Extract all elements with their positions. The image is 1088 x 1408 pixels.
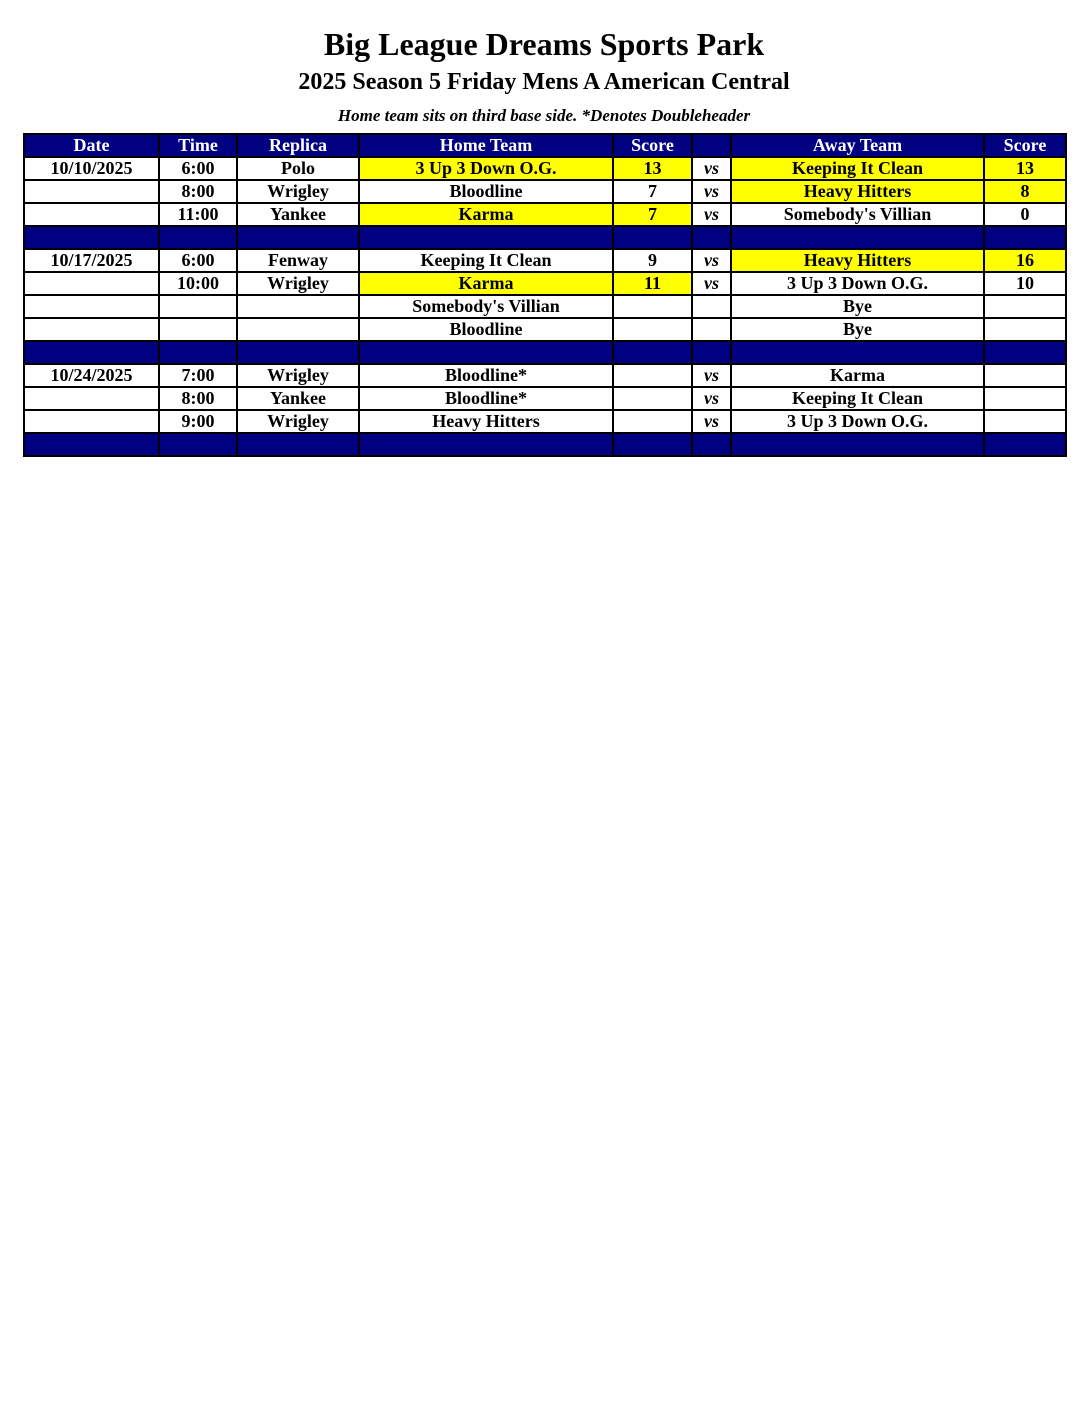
separator-cell bbox=[692, 433, 731, 456]
time-cell: 10:00 bbox=[159, 272, 237, 295]
date-cell bbox=[24, 272, 159, 295]
separator-cell bbox=[359, 341, 613, 364]
date-cell bbox=[24, 180, 159, 203]
game-row bbox=[24, 318, 1066, 341]
away-team-cell: Karma bbox=[731, 364, 984, 387]
vs-cell: vs bbox=[692, 410, 731, 433]
date-cell: 10/24/2025 bbox=[24, 364, 159, 387]
page-subtitle: 2025 Season 5 Friday Mens A American Central bbox=[298, 69, 790, 95]
away-score-cell: 16 bbox=[984, 249, 1066, 272]
vs-cell: vs bbox=[692, 387, 731, 410]
home-score-cell: 11 bbox=[613, 272, 692, 295]
separator-cell bbox=[359, 433, 613, 456]
separator-cell bbox=[984, 433, 1066, 456]
game-row bbox=[24, 364, 1066, 387]
vs-cell bbox=[692, 295, 731, 318]
replica-cell: Wrigley bbox=[237, 180, 359, 203]
separator-cell bbox=[731, 226, 984, 249]
separator-cell bbox=[159, 433, 237, 456]
game-row bbox=[24, 157, 1066, 180]
game-row bbox=[24, 180, 1066, 203]
separator-cell bbox=[359, 226, 613, 249]
header-row bbox=[24, 134, 1066, 157]
away-score-cell: 10 bbox=[984, 272, 1066, 295]
week-separator-row bbox=[24, 433, 1066, 456]
schedule-table bbox=[23, 133, 1067, 457]
home-team-cell: Bloodline bbox=[359, 318, 613, 341]
vs-cell bbox=[692, 318, 731, 341]
game-row bbox=[24, 203, 1066, 226]
date-cell bbox=[24, 203, 159, 226]
home-score-cell bbox=[613, 295, 692, 318]
vs-cell: vs bbox=[692, 272, 731, 295]
game-row bbox=[24, 295, 1066, 318]
header-replica: Replica bbox=[237, 134, 359, 157]
header-away-score: Score bbox=[984, 134, 1066, 157]
separator-cell bbox=[24, 226, 159, 249]
separator-cell bbox=[613, 226, 692, 249]
home-score-cell: 7 bbox=[613, 180, 692, 203]
game-row bbox=[24, 272, 1066, 295]
home-score-cell: 13 bbox=[613, 157, 692, 180]
home-team-cell: Bloodline* bbox=[359, 387, 613, 410]
week-separator-row bbox=[24, 226, 1066, 249]
home-team-cell: Bloodline* bbox=[359, 364, 613, 387]
vs-cell: vs bbox=[692, 249, 731, 272]
replica-cell: Wrigley bbox=[237, 410, 359, 433]
home-team-cell: Heavy Hitters bbox=[359, 410, 613, 433]
home-score-cell: 7 bbox=[613, 203, 692, 226]
vs-cell: vs bbox=[692, 157, 731, 180]
vs-cell: vs bbox=[692, 203, 731, 226]
game-row bbox=[24, 410, 1066, 433]
date-cell bbox=[24, 295, 159, 318]
away-score-cell: 13 bbox=[984, 157, 1066, 180]
header-home-score: Score bbox=[613, 134, 692, 157]
header-vs bbox=[692, 134, 731, 157]
away-score-cell bbox=[984, 318, 1066, 341]
away-score-cell bbox=[984, 364, 1066, 387]
header-time: Time bbox=[159, 134, 237, 157]
separator-cell bbox=[731, 341, 984, 364]
separator-cell bbox=[24, 433, 159, 456]
time-cell bbox=[159, 295, 237, 318]
time-cell: 9:00 bbox=[159, 410, 237, 433]
time-cell: 8:00 bbox=[159, 180, 237, 203]
time-cell: 6:00 bbox=[159, 157, 237, 180]
vs-cell: vs bbox=[692, 364, 731, 387]
header-date: Date bbox=[24, 134, 159, 157]
separator-cell bbox=[159, 341, 237, 364]
away-score-cell: 8 bbox=[984, 180, 1066, 203]
game-row bbox=[24, 387, 1066, 410]
date-cell bbox=[24, 410, 159, 433]
separator-cell bbox=[237, 341, 359, 364]
time-cell: 7:00 bbox=[159, 364, 237, 387]
separator-cell bbox=[159, 226, 237, 249]
separator-cell bbox=[24, 341, 159, 364]
date-cell: 10/10/2025 bbox=[24, 157, 159, 180]
away-score-cell bbox=[984, 295, 1066, 318]
replica-cell bbox=[237, 318, 359, 341]
time-cell: 8:00 bbox=[159, 387, 237, 410]
away-team-cell: Heavy Hitters bbox=[731, 180, 984, 203]
time-cell: 6:00 bbox=[159, 249, 237, 272]
away-score-cell bbox=[984, 410, 1066, 433]
header-home-team: Home Team bbox=[359, 134, 613, 157]
away-team-cell: 3 Up 3 Down O.G. bbox=[731, 272, 984, 295]
separator-cell bbox=[692, 226, 731, 249]
home-team-cell: Bloodline bbox=[359, 180, 613, 203]
away-team-cell: Keeping It Clean bbox=[731, 157, 984, 180]
replica-cell: Wrigley bbox=[237, 272, 359, 295]
page-title: Big League Dreams Sports Park bbox=[323, 26, 765, 62]
home-team-cell: Somebody's Villian bbox=[359, 295, 613, 318]
time-cell: 11:00 bbox=[159, 203, 237, 226]
away-team-cell: Bye bbox=[731, 318, 984, 341]
header-away-team: Away Team bbox=[731, 134, 984, 157]
replica-cell: Wrigley bbox=[237, 364, 359, 387]
home-team-cell: 3 Up 3 Down O.G. bbox=[359, 157, 613, 180]
replica-cell bbox=[237, 295, 359, 318]
replica-cell: Yankee bbox=[237, 387, 359, 410]
replica-cell: Yankee bbox=[237, 203, 359, 226]
home-score-cell bbox=[613, 387, 692, 410]
away-team-cell: Bye bbox=[731, 295, 984, 318]
date-cell: 10/17/2025 bbox=[24, 249, 159, 272]
away-team-cell: Heavy Hitters bbox=[731, 249, 984, 272]
separator-cell bbox=[613, 341, 692, 364]
vs-cell: vs bbox=[692, 180, 731, 203]
home-score-cell bbox=[613, 364, 692, 387]
home-team-cell: Karma bbox=[359, 272, 613, 295]
separator-cell bbox=[731, 433, 984, 456]
home-score-cell: 9 bbox=[613, 249, 692, 272]
separator-cell bbox=[984, 341, 1066, 364]
time-cell bbox=[159, 318, 237, 341]
away-team-cell: Somebody's Villian bbox=[731, 203, 984, 226]
home-score-cell bbox=[613, 318, 692, 341]
home-score-cell bbox=[613, 410, 692, 433]
home-team-cell: Keeping It Clean bbox=[359, 249, 613, 272]
replica-cell: Fenway bbox=[237, 249, 359, 272]
away-score-cell: 0 bbox=[984, 203, 1066, 226]
away-team-cell: 3 Up 3 Down O.G. bbox=[731, 410, 984, 433]
schedule-body bbox=[24, 157, 1066, 456]
separator-cell bbox=[237, 433, 359, 456]
separator-cell bbox=[984, 226, 1066, 249]
week-separator-row bbox=[24, 341, 1066, 364]
date-cell bbox=[24, 318, 159, 341]
separator-cell bbox=[613, 433, 692, 456]
game-row bbox=[24, 249, 1066, 272]
away-score-cell bbox=[984, 387, 1066, 410]
date-cell bbox=[24, 387, 159, 410]
away-team-cell: Keeping It Clean bbox=[731, 387, 984, 410]
replica-cell: Polo bbox=[237, 157, 359, 180]
separator-cell bbox=[237, 226, 359, 249]
doubleheader-note: Home team sits on third base side. *Denotes Doubleheader bbox=[337, 106, 751, 125]
home-team-cell: Karma bbox=[359, 203, 613, 226]
separator-cell bbox=[692, 341, 731, 364]
